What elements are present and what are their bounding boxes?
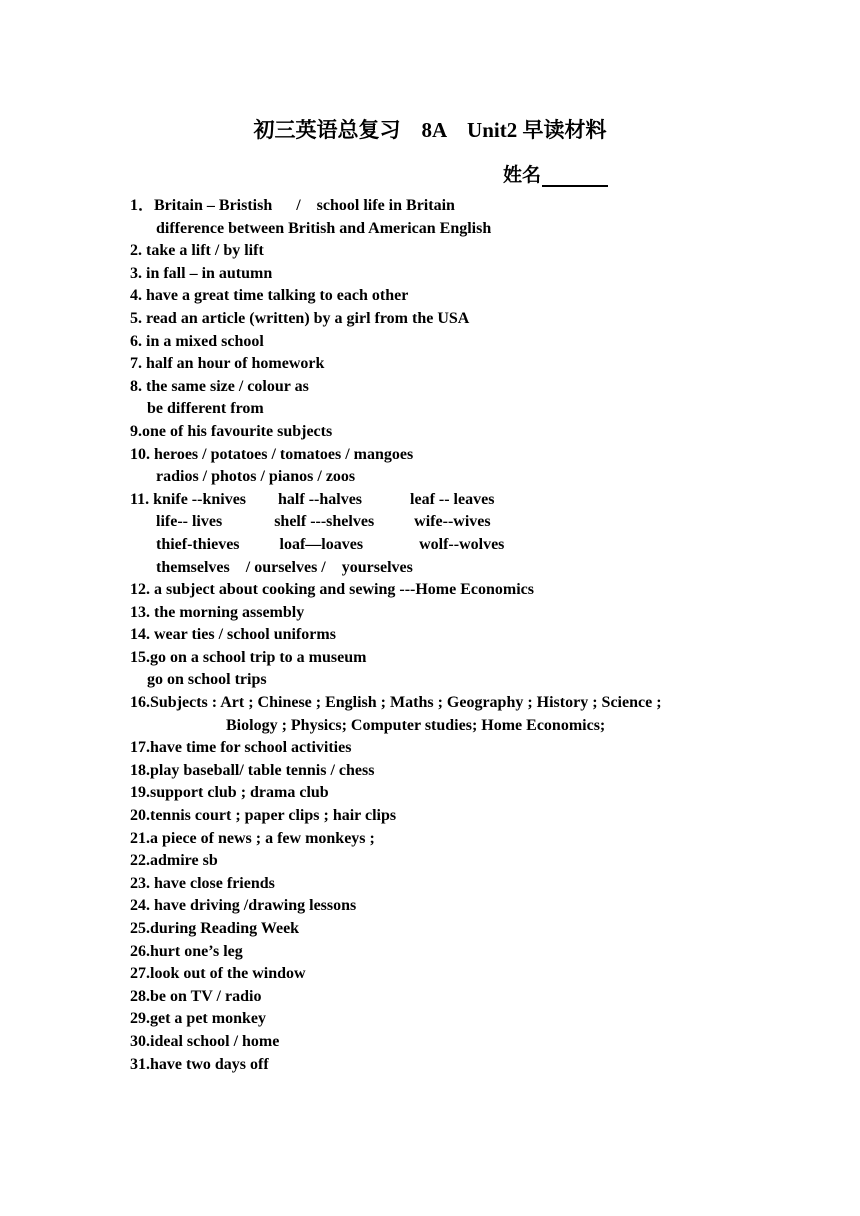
- list-item: be different from: [147, 400, 264, 418]
- list-item: 11. knife --knives half --halves leaf -- leaves: [130, 490, 495, 508]
- list-item: 9.one of his favourite subjects: [130, 422, 333, 440]
- list-item: 24. have driving /drawing lessons: [130, 897, 357, 915]
- list-item: 17.have time for school activities: [130, 739, 352, 757]
- list-item: 19.support club ; drama club: [130, 784, 329, 802]
- list-item: 5. read an article (written) by a girl from the USA: [130, 309, 470, 327]
- vocabulary-list: [130, 195, 780, 1076]
- list-item: 13. the morning assembly: [130, 603, 305, 621]
- list-item: 25.during Reading Week: [130, 920, 300, 937]
- list-item: 29.get a pet monkey: [130, 1010, 266, 1028]
- page-title: 初三英语总复习 8A Unit2 早读材料: [253, 118, 607, 142]
- list-item: 15.go on a school trip to a museum: [130, 648, 367, 666]
- list-item: themselves / ourselves / yourselves: [156, 558, 413, 576]
- list-item: 3. in fall – in autumn: [130, 264, 273, 282]
- list-item: 18.play baseball/ table tennis / chess: [130, 761, 375, 779]
- list-item: 26.hurt one’s leg: [130, 942, 243, 960]
- name-blank-line: [542, 165, 608, 187]
- list-item: 31.have two days off: [130, 1055, 269, 1073]
- list-item: 10. heroes / potatoes / tomatoes / mangoes: [130, 445, 414, 463]
- list-item: 12. a subject about cooking and sewing ---Home Economics: [130, 581, 535, 599]
- list-item: 28.be on TV / radio: [130, 987, 262, 1005]
- list-item: 1．Britain – Bristish / school life in Britain: [130, 197, 455, 214]
- list-item: thief-thieves loaf—loaves wolf--wolves: [156, 535, 505, 553]
- name-label: 姓名: [503, 165, 542, 186]
- list-item: Biology ; Physics; Computer studies; Home Economics;: [226, 716, 606, 734]
- list-item: 23. have close friends: [130, 874, 275, 892]
- list-item: 30.ideal school / home: [130, 1032, 280, 1050]
- list-item: 21.a piece of news ; a few monkeys ;: [130, 829, 375, 847]
- list-item: 6. in a mixed school: [130, 332, 264, 350]
- list-item: 27.look out of the window: [130, 965, 306, 983]
- list-item: 4. have a great time talking to each other: [130, 287, 409, 305]
- list-item: go on school trips: [147, 671, 267, 689]
- list-item: 7. half an hour of homework: [130, 355, 325, 373]
- list-item: 22.admire sb: [130, 852, 218, 870]
- name-field: [503, 160, 608, 187]
- list-item: difference between British and American English: [156, 219, 492, 237]
- list-item: radios / photos / pianos / zoos: [156, 468, 356, 486]
- list-item: 16.Subjects : Art ; Chinese ; English ; Maths ; Geography ; History ; Science ;: [130, 694, 662, 712]
- list-item: life-- lives shelf ---shelves wife--wives: [156, 513, 491, 531]
- list-item: 8. the same size / colour as: [130, 377, 309, 395]
- list-item: 14. wear ties / school uniforms: [130, 626, 336, 644]
- list-item: 20.tennis court ; paper clips ; hair clips: [130, 807, 397, 825]
- list-item: 2. take a lift / by lift: [130, 242, 264, 260]
